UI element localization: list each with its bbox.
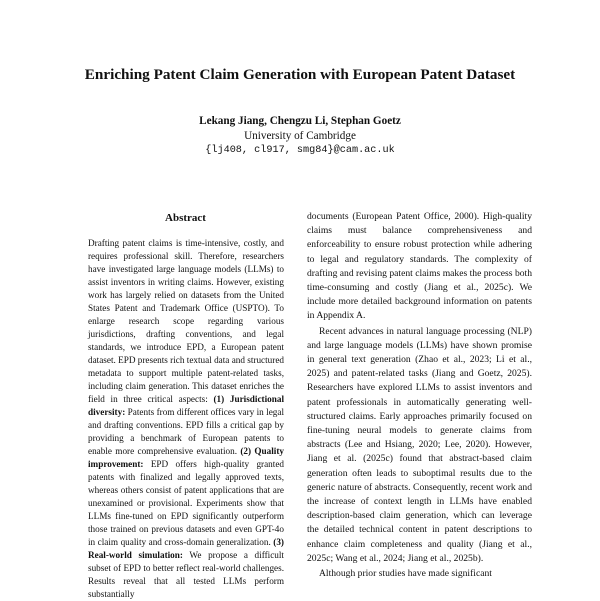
author-emails: {lj408, cl917, smg84}@cam.ac.uk (205, 145, 395, 156)
intro-paragraph-1: documents (European Patent Office, 2000). High-quality claims must balance comprehensiveness and enforceability to ensure robust protection while adhering to legal and regulatory standards. The complexity of drafting and revising patent claims makes the process both time-consuming and costly (Jiang et al., 2025c). We include more detailed background information on patents in Appendix A. (307, 211, 532, 322)
intro-paragraph-3: Although prior studies have made significant (319, 568, 492, 580)
abstract-bold-3: (3) Real-world simulation: (88, 537, 284, 560)
abstract-paragraph (88, 237, 284, 601)
intro-paragraph-2: Recent advances in natural language processing (NLP) and large language models (LLMs) have shown promise in general text generation (Zhao et al., 2023; Li et al., 2025) and patent-related tasks (Jiang and Goetz, 2025). Researchers have explored LLMs to assist inventors and patent professionals in automatically generating well-structured claims. Early approaches primarily focused on fine-tuning neural models to generate claims from abstracts (Lee and Hsiang, 2020; Lee, 2020). However, Jiang et al. (2025c) found that abstract-based claim generation often leads to suboptimal results due to the generic nature of abstracts. Consequently, recent work and the increase of context length in LLMs have enabled description-based claim generation, which can leverage the detailed technical content in patent descriptions to enhance claim completeness and quality (Jiang et al., 2025c; Wang et al., 2024; Jiang et al., 2025b). (307, 325, 532, 564)
author-list: Lekang Jiang, Chengzu Li, Stephan Goetz (199, 115, 401, 127)
abstract-text-4: We propose a difficult subset of EPD to better reflect real-world challenges. Results reveal that all tested LLMs perform substantially (88, 550, 284, 599)
abstract-text-1: Drafting patent claims is time-intensive, costly, and requires professional skill. Therefore, researchers have investigated large language models (LLMs) to assist inventors in writing claims. However, existing work has largely relied on datasets from the United States Patent and Trademark Office (USPTO). To enlarge research scope regarding various jurisdictions, drafting conventions, and legal standards, we introduce EPD, a European patent dataset. EPD presents rich textual data and structured metadata to support multiple patent-related tasks, including claim generation. This dataset enriches the field in three critical aspects: (88, 238, 284, 404)
paper-title: Enriching Patent Claim Generation with European Patent Dataset (84, 66, 516, 83)
abstract-heading: Abstract (165, 212, 206, 224)
abstract-text-2: Patents from different offices vary in legal and drafting conventions. EPD fills a critical gap by providing a benchmark of European patents to enable more comprehensive evaluation. (88, 407, 284, 456)
abstract-bold-2: (2) Quality improvement: (88, 446, 284, 469)
abstract-body (88, 237, 284, 601)
abstract-text-3: EPD offers high-quality granted patents with finalized and legally approved texts, whereas others consist of patent applications that are unexamined or provisional. Experiments show that LLMs fine-tuned on EPD significantly outperform those trained on previous datasets and even GPT-4o in claim quality and cross-domain generalization. (88, 459, 284, 547)
intro-column (307, 210, 532, 581)
affiliation: University of Cambridge (244, 130, 356, 142)
abstract-bold-1: (1) Jurisdictional diversity: (88, 394, 284, 417)
